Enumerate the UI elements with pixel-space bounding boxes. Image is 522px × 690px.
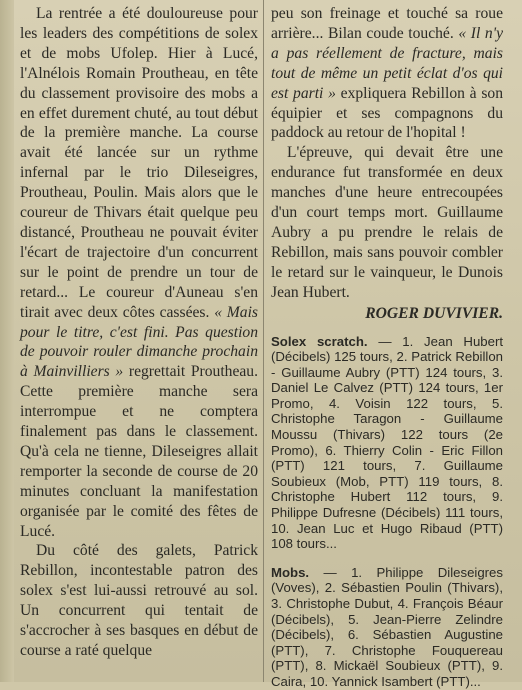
article-paragraph: Du côté des galets, Patrick Rebillon, incontestable patron des solex s'est lui-aussi retrouvé au sol. Un concurrent qui tentait de s'accrocher à ses basques en début de course a raté quelque — [20, 542, 258, 659]
article-paragraph: L'épreuve, qui devait être une endurance fut transformée en deux manches d'une heure entrecoupées d'un court temps mort. Guillaume Aubry a pu prendre le relais de Rebillon, mais sans pouvoir combler le retard sur le vainqueur, le Dunois Jean Hubert. — [271, 144, 503, 301]
results-label: Solex scratch. — [271, 333, 368, 349]
article-paragraph — [271, 4, 503, 143]
article-quote: « Mais pour le titre, c'est fini. Pas question de pouvoir rouler dimanche prochain à Mainvilliers » — [20, 303, 258, 381]
column-divider — [263, 0, 264, 682]
results-text: — 1. Philippe Dileseigres (Voves), 2. Sébastien Poulin (Thivars), 3. Christophe Dubut, 4. François Béaur (Décibels), 5. Jean-Pierre Zelindre (Décibels), 6. Sébastien Augustine (PTT), 7. Christophe Fouquereau (PTT), 8. Mickaël Soubieux (PTT), 9. Caira, 10. Yannick Isambert (PTT)... — [271, 564, 503, 689]
article-text: peu son freinage et touché sa roue arrière... Bilan coude touché. — [271, 5, 503, 42]
results-solex — [271, 334, 503, 552]
results-text: — 1. Jean Hubert (Décibels) 125 tours, 2. Patrick Rebillon - Guillaume Aubry (PTT) 124 tours, 3. Daniel Le Calvez (PTT) 124 tours, 1er Promo, 4. Voisin 122 tours, 5. Christophe Taragon - Guillaume Moussu (Thivars) 122 tours (2e Promo), 6. Thierry Colin - Eric Fillon (PTT) 121 tours, 7. Guillaume Soubieux (Mob, PTT) 119 tours, 8. Christophe Hubert 112 tours, 9. Philippe Dufresne (Décibels) 111 tours, 10. Jean Luc et Hugo Ribaud (PTT) 108 tours... — [271, 333, 504, 552]
article-column-right — [271, 4, 503, 690]
author-signature: ROGER DUVIVIER. — [365, 304, 503, 322]
article-quote: « Il n'y a pas réellement de fracture, mais tout de même un petit éclat d'os qui est parti » — [271, 24, 503, 102]
article-column-left — [20, 4, 258, 661]
article-text: regrettait Proutheau. Cette première manche sera interrompue et ne comptera finalement pas dans le classement. Qu'à cela ne tienne, Dileseigres allait remporter la seconde de course de 20 minutes concluant la manifestation organisée par le comité des fêtes de Lucé. — [20, 363, 258, 540]
results-mobs — [271, 565, 503, 690]
page-edge — [0, 0, 14, 682]
article-paragraph — [20, 4, 258, 541]
article-text: expliquera Rebillon à son équipier et ses compagnons du paddock au retour de l'hopital ! — [271, 84, 503, 142]
results-label: Mobs. — [271, 564, 310, 580]
article-text: La rentrée a été douloureuse pour les leaders des compétitions de solex et de mobs Ufolep. Hier à Lucé, l'Alnélois Romain Proutheau, en tête du classement provisoire des mobs a en effet durement chuté, au tout début de la première manche. La course avait été lancée sur un rythme infernal par le trio Dileseigres, Proutheau, Poulin. Mais alors que le coureur de Thivars était quelque peu distancé, Proutheau ne pouvait éviter l'écart de trajectoire d'un concurrent sur le point de prendre un tour de retard... Le coureur d'Auneau s'en tirait avec deux côtes cassées. — [20, 5, 258, 321]
